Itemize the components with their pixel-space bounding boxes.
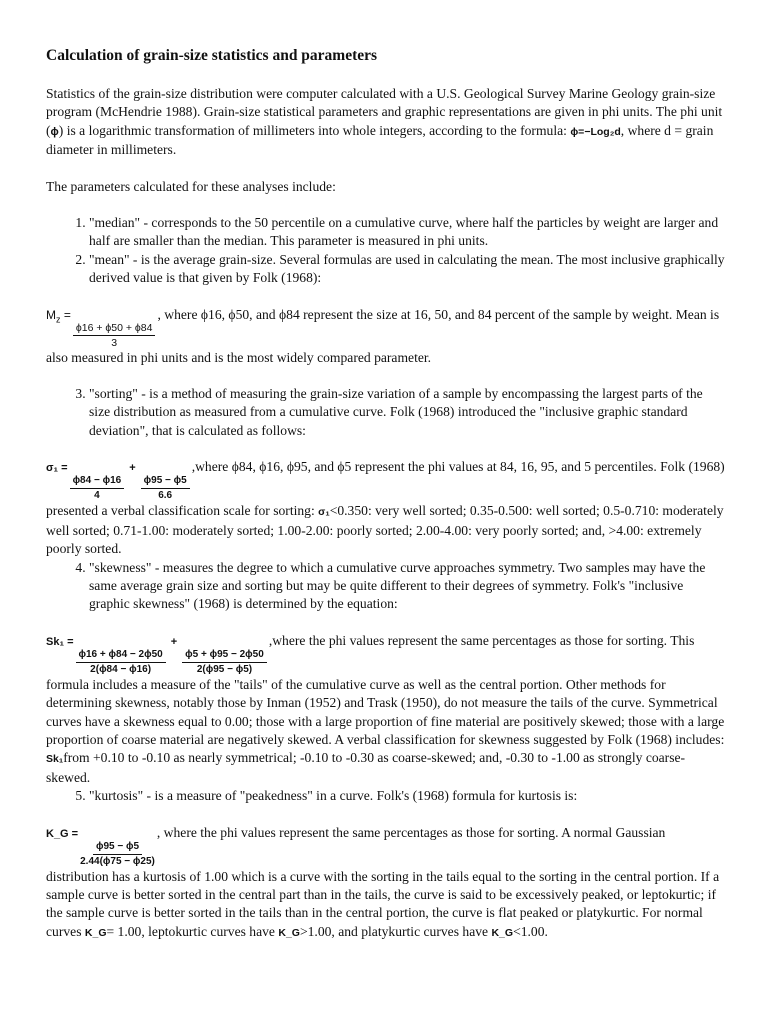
mean-text: "mean" - is the average grain-size. Several formulas are used in calculating the mean. The most inclusive graphically derived value is that given by Folk (1968): [89,251,725,286]
skewness-formula-paragraph [46,632,726,787]
sorting-inline-symbol: σ₁ [318,506,330,519]
sorting-fraction-2: $\frac{\phi 95 - \phi 5}{6.6}$ [141,475,190,502]
mean-formula-denominator: 3 [111,336,118,349]
sorting-after-formula: ,where ϕ84, ϕ16, ϕ95, and ϕ5 represent the phi values at 84, 16, 95, and 5 percentiles. Folk (1968) presented a verbal classification scale for sorting: [46,459,725,519]
page-title: Calculation of grain-size statistics and parameters [46,47,378,64]
skewness-scale: from +0.10 to -0.10 as nearly symmetrical; -0.10 to -0.30 as coarse-skewed; and, -0.30 to -1.00 as strongly coarse-skewed. [46,750,686,785]
mean-formula-numerator: ϕ16 + ϕ50 + ϕ84 [73,322,156,336]
intro-text-3: , where d = grain diameter in millimeters. [46,122,714,158]
kurtosis-formula-lhs: K_G = [46,827,79,840]
intro-text-1: Statistics of the grain-size distribution were computer calculated with a U.S. Geological Survey Marine Geology grain-size program (McHendrie 1988). Grain-size statistical parameters and graphic representations are given in phi units. The phi unit ( [46,86,723,138]
skewness-after-formula: ,where the phi values represent the same percentages as those for sorting. This formula includes a measure of the "tails" of the cumulative curve as well as the central portion. Other methods for determining skewness, notably those by Inman (1952) and Trask (1950), do not measure the tails of the curve. Symmetrical curves have a skewness equal to 0.00; those with a large proportion of fine material are positively skewed; those with a large proportion of coarse material are negatively skewed. A verbal classification for skewness suggested by Folk (1968) includes: [46,632,725,747]
mean-after-formula: , where ϕ16, ϕ50, and ϕ84 represent the size at 16, 50, and 84 percent of the sample by weight. Mean is also measured in phi units and is the most widely compared parameter. [46,306,720,365]
mean-formula-paragraph [46,306,726,367]
sorting-fraction-1: $\frac{\phi 84 - \phi 16}{4}$ [70,475,125,502]
phi-symbol: ϕ [50,125,59,138]
mean-formula-lhs: $M_z$ = [46,307,71,325]
intro-text-2: ) is a logarithmic transformation of millimeters into whole integers, according to the formula: [58,122,571,138]
sorting-scale: <0.350: very well sorted; 0.35-0.500: well sorted; 0.5-0.710: moderately well sorted; 0.71-1.00: moderately sorted; 1.00-2.00: poorly sorted; 2.00-4.00: very poorly sorted; and, >4.00: extremely poorly sorted. [46,503,724,557]
list-item-mean [46,251,726,385]
kurtosis-inline-symbol-3: K_G [491,926,514,939]
skewness-inline-symbol: Sk₁ [46,753,64,766]
kurtosis-after-formula: , where the phi values represent the same percentages as those for sorting. A normal Gaussian distribution has a kurtosis of 1.00 which is a curve with the sorting in the tails equal to the sorting in the central portion. If a sample curve is better sorted in the central part than in the tails, the curve is said to be excessively peaked, or leptokurtic; if the sample curve is better sorted in the tails than in the central portion, the curve is flat peaked or platykurtic. For normal curves [46,824,720,939]
skewness-formula-lhs: Sk₁ = [46,635,74,648]
list-item-skewness [46,559,726,788]
kurtosis-fraction: $\frac{\phi 95 - \phi 5}{2.44(\phi 75 - \phi 25)}$ [80,840,155,867]
kurtosis-mid-2: >1.00, and platykurtic curves have [299,923,492,939]
kurtosis-text: "kurtosis" - is a measure of "peakedness" in a curve. Folk's (1968) formula for kurtosis is: [89,788,578,804]
intro-paragraph [46,85,726,160]
parameters-lead: The parameters calculated for these analyses include: [46,178,336,194]
skewness-fraction-2: $\frac{\phi 5 + \phi 95 - 2\phi 50}{2(\phi 95 - \phi 5)}$ [182,649,267,676]
kurtosis-mid-1: = 1.00, leptokurtic curves have [106,923,279,939]
sorting-formula-lhs: σ₁ = [46,462,68,475]
kurtosis-end: <1.00. [513,923,548,939]
parameters-list [46,214,726,942]
document-page [46,46,726,942]
plus-operator: + [129,462,136,475]
mean-formula-fraction [73,322,156,349]
list-item-sorting [46,385,726,558]
sorting-text: "sorting" - is a method of measuring the grain-size variation of a sample by encompassing the largest parts of the size distribution as measured from a cumulative curve. Folk (1968) introduced the "inclusive graphic standard deviation", that is calculated as follows: [89,386,703,438]
kurtosis-inline-symbol-2: K_G [278,926,300,939]
list-item-kurtosis [46,787,726,942]
plus-operator: + [170,635,178,648]
list-item-median [89,214,726,251]
median-text: "median" - corresponds to the 50 percentile on a cumulative curve, where half the particles by weight are larger and half are smaller than the median. This parameter is measured in phi units. [89,215,719,249]
phi-formula: ϕ=−Log₂d [570,125,621,138]
kurtosis-inline-symbol-1: K_G [84,926,107,939]
skewness-text: "skewness" - measures the degree to which a cumulative curve approaches symmetry. Two samples may have the same average grain size and sorting but may be quite different to their degrees of symmetry. Folk's "inclusive graphic skewness" (1968) is determined by the equation: [89,559,706,612]
skewness-fraction-1: $\frac{\phi 16 + \phi 84 - 2\phi 50}{2(\phi 84 - \phi 16)}$ [76,649,166,676]
sorting-formula-paragraph [46,458,726,558]
kurtosis-formula-paragraph [46,824,726,943]
